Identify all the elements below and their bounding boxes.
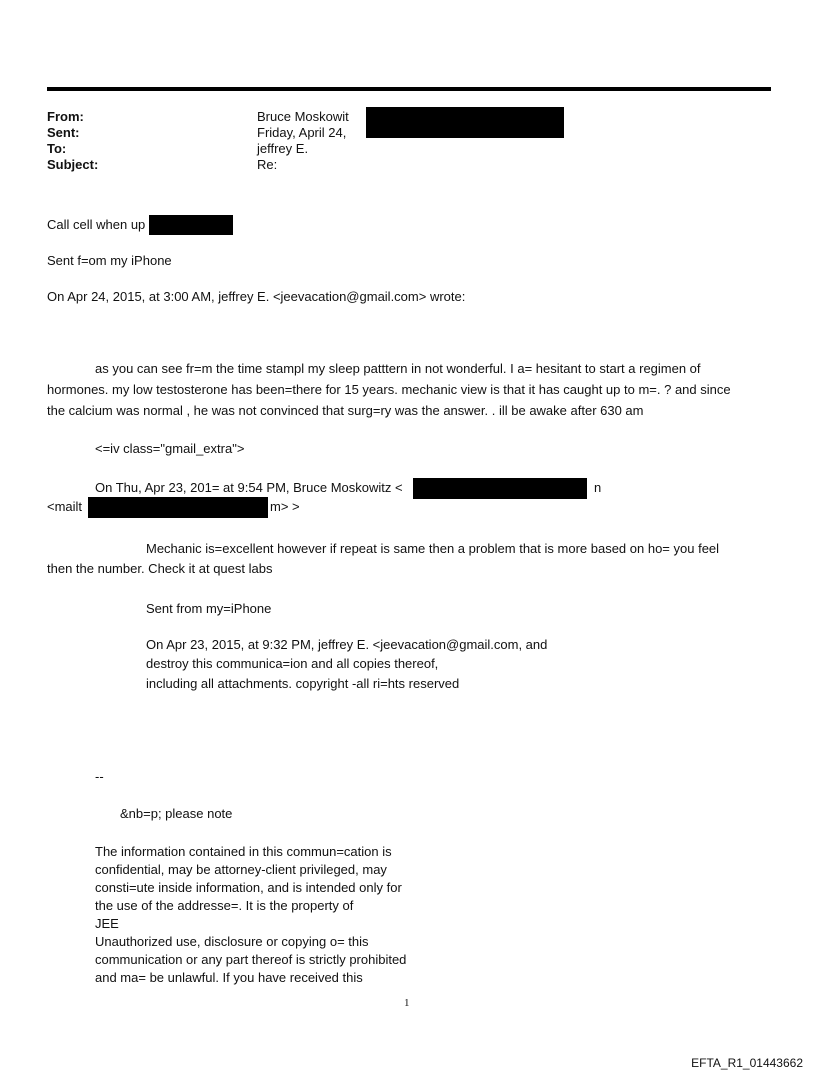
body-line: Sent from my=iPhone bbox=[146, 601, 272, 616]
subject-value: Re: bbox=[257, 157, 278, 172]
to-value: jeffrey E. bbox=[257, 141, 309, 156]
disclaimer-line: Unauthorized use, disclosure or copying o= this bbox=[95, 934, 369, 949]
body-line: as you can see fr=m the time stampl my sleep patttern in not wonderful. I a= hesitant to start a regimen of bbox=[95, 361, 701, 376]
page-number: 1 bbox=[404, 997, 410, 1009]
subject-label: Subject: bbox=[47, 157, 99, 172]
body-line: -- bbox=[95, 769, 104, 784]
document-id: EFTA_R1_01443662 bbox=[691, 1056, 803, 1070]
header-rule bbox=[47, 87, 771, 91]
redaction-box bbox=[366, 107, 564, 138]
body-line: then the number. Check it at quest labs bbox=[47, 561, 273, 576]
disclaimer-line: and ma= be unlawful. If you have received this bbox=[95, 970, 363, 985]
disclaimer-line: the use of the addresse=. It is the property of bbox=[95, 898, 354, 913]
disclaimer-line: The information contained in this commun=cation is bbox=[95, 844, 392, 859]
body-line: &nb=p; please note bbox=[120, 806, 233, 821]
body-line: On Thu, Apr 23, 201= at 9:54 PM, Bruce Moskowitz < bbox=[95, 480, 403, 495]
sent-value: Friday, April 24, bbox=[257, 125, 347, 140]
body-line: <mailt bbox=[47, 499, 83, 514]
redaction-box bbox=[413, 478, 587, 499]
disclaimer-line: communication or any part thereof is strictly prohibited bbox=[95, 952, 407, 967]
sent-label: Sent: bbox=[47, 125, 80, 140]
disclaimer-line: consti=ute inside information, and is intended only for bbox=[95, 880, 402, 895]
body-line: Call cell when up bbox=[47, 217, 146, 232]
from-label: From: bbox=[47, 109, 84, 124]
body-line: the calcium was normal , he was not convinced that surg=ry was the answer. . ill be awake after 630 am bbox=[47, 403, 644, 418]
disclaimer-line: JEE bbox=[95, 916, 119, 931]
body-line: On Apr 24, 2015, at 3:00 AM, jeffrey E. <jeevacation@gmail.com> wrote: bbox=[47, 289, 466, 304]
body-line: m> > bbox=[270, 499, 300, 514]
to-label: To: bbox=[47, 141, 67, 156]
redaction-box bbox=[149, 215, 233, 235]
from-value: Bruce Moskowit bbox=[257, 109, 349, 124]
body-line: hormones. my low testosterone has been=there for 15 years. mechanic view is that it has caught up to m=. ? and since bbox=[47, 382, 731, 397]
disclaimer-line: confidential, may be attorney-client privileged, may bbox=[95, 862, 387, 877]
body-line: Mechanic is=excellent however if repeat is same then a problem that is more based on ho= you feel bbox=[146, 541, 720, 556]
body-line: including all attachments. copyright -all ri=hts reserved bbox=[146, 676, 460, 691]
body-line: On Apr 23, 2015, at 9:32 PM, jeffrey E. <jeevacation@gmail.com, and bbox=[146, 637, 548, 652]
body-line: n bbox=[594, 480, 602, 495]
body-line: destroy this communica=ion and all copies thereof, bbox=[146, 656, 439, 671]
redaction-box bbox=[88, 497, 268, 518]
body-line: <=iv class="gmail_extra"> bbox=[95, 441, 245, 456]
body-line: Sent f=om my iPhone bbox=[47, 253, 172, 268]
